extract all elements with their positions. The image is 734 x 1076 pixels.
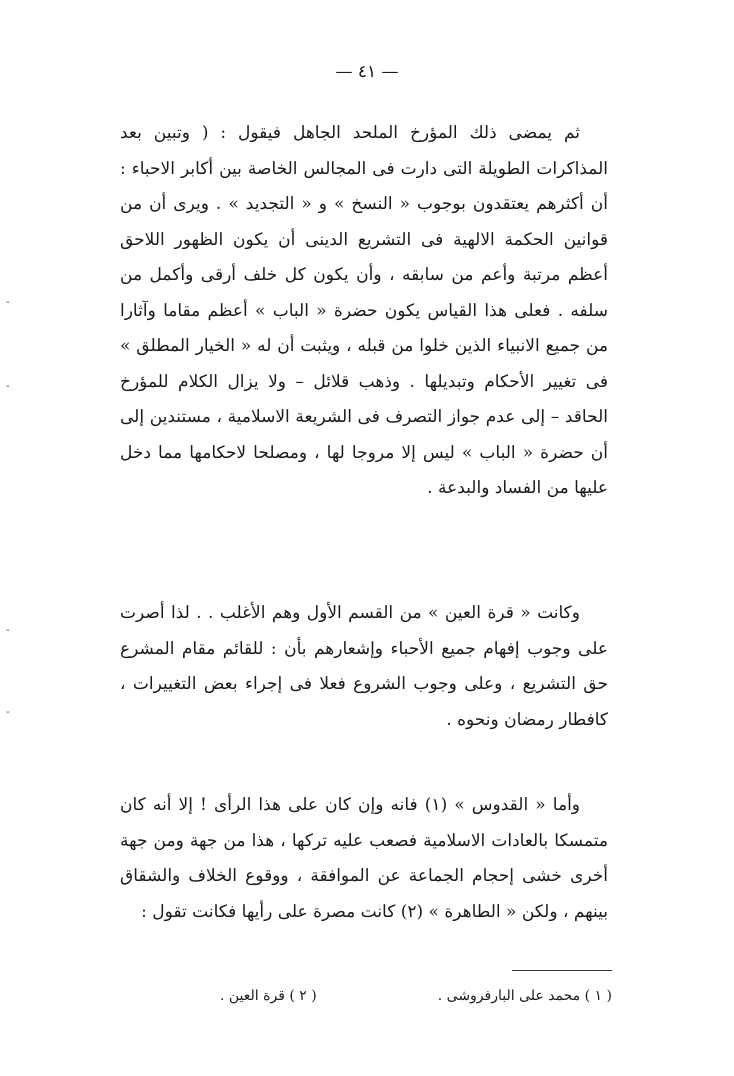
paragraph-block-2 <box>120 596 608 738</box>
footnote-1: ( ١ ) محمد على البارفروشى . <box>437 988 612 1004</box>
margin-mark: - <box>6 379 10 392</box>
footnotes <box>220 988 612 1004</box>
margin-mark: - <box>6 705 10 718</box>
paragraph: وأما « القدوس » (١) فانه وإن كان على هذا الرأى ! إلا أنه كان متمسكا بالعادات الاسلامية فصعب عليه تركها ، هذا من جهة ومن جهة أخرى خشى إحجام الجماعة عن الموافقة ، ووقوع الخلاف والشقاق بينهم ، ولكن « الطاهرة » (٢) كانت مصرة على رأيها فكانت تقول : <box>120 795 608 922</box>
page-number: — ٤١ — <box>335 62 399 82</box>
footnote-divider <box>512 970 612 971</box>
paragraph: ثم يمضى ذلك المؤرخ الملحد الجاهل فيقول : ( وتبين بعد المذاكرات الطويلة التى دارت فى المجالس الخاصة بين أكابر الاحباء : أن أكثرهم يعتقدون بوجوب « النسخ » و « التجديد » . ويرى أن من قوانين الحكمة الالهية فى التشريع الدينى أن يكون الظهور اللاحق أعظم مرتبة وأعم من سابقه ، وأن يكون كل خلف أرقى وأكمل من سلفه . فعلى هذا القياس يكون حضرة « الباب » أعظم مقاما وآثارا من جميع الانبياء الذين خلوا من قبله ، ويثبت أن له « الخيار المطلق » فى تغيير الأحكام وتبديلها . وذهب قلائل – ولا يزال الكلام للمؤرخ الحاقد – إلى عدم جواز التصرف فى الشريعة الاسلامية ، مستندين إلى أن حضرة « الباب » ليس إلا مروجا لها ، ومصلحا لاحكامها مما دخل عليها من الفساد والبدعة . <box>120 123 608 498</box>
margin-mark: - <box>6 623 10 636</box>
margin-mark: - <box>6 295 10 308</box>
paragraph-block-1 <box>120 116 608 507</box>
paragraph: وكانت « قرة العين » من القسم الأول وهم الأغلب . . لذا أصرت على وجوب إفهام جميع الأحباء وإشعارهم بأن : للقائم مقام المشرع حق التشريع ، وعلى وجوب الشروع فعلا فى إجراء بعض التغييرات ، كافطار رمضان ونحوه . <box>120 603 608 730</box>
footnote-2: ( ٢ ) قرة العين . <box>220 988 317 1004</box>
paragraph-block-3 <box>120 788 608 930</box>
